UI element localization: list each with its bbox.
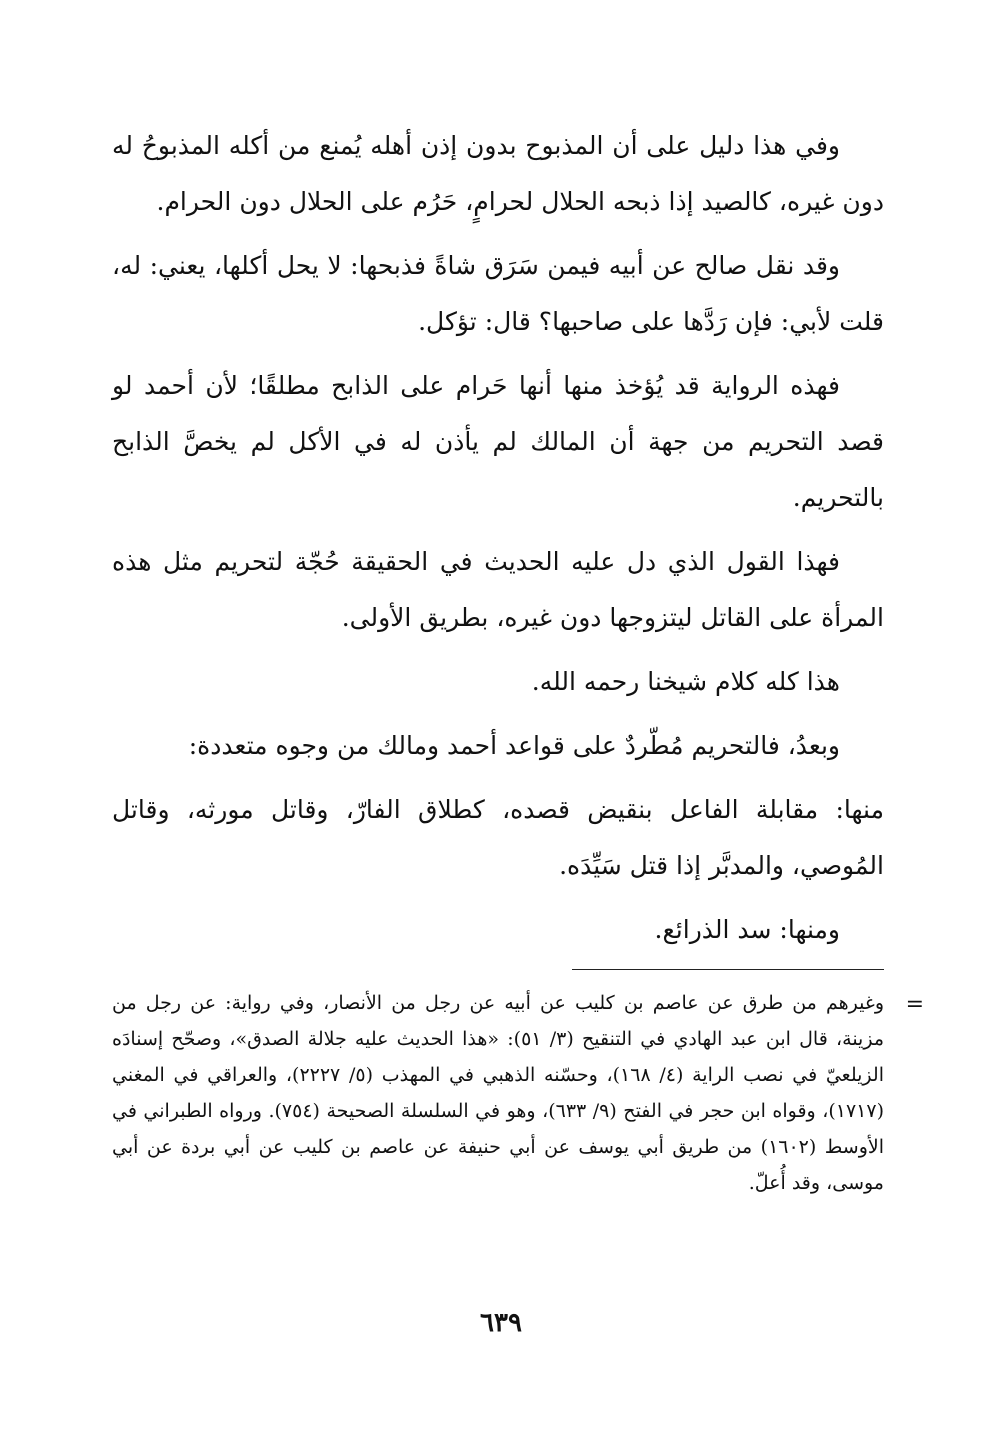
- footnote-continuation-marker: =: [905, 992, 924, 1017]
- main-text: [112, 118, 884, 958]
- paragraph: ومنها: سد الذرائع.: [654, 915, 840, 944]
- paragraph: وفي هذا دليل على أن المذبوح بدون إذن أهله يُمنع من أكله المذبوحُ له دون غيره، كالصيد إذا ذبحه الحلال لحرامٍ، حَرُم على الحلال دون الحرام.: [112, 131, 884, 216]
- footnote-divider: [572, 969, 884, 970]
- footnote-text: وغيرهم من طرق عن عاصم بن كليب عن أبيه عن رجل من الأنصار، وفي رواية: عن رجل من مزينة، قال ابن عبد الهادي في التنقيح (٣/ ٥١): «هذا الحديث عليه جلالة الصدق»، وصحّح إسنادَه الزيلعيّ في نصب الراية (٤/ ١٦٨)، وحسّنه الذهبي في المهذب (٥/ ٢٢٢٧)، والعراقي في المغني (١٧١٧)، وقواه ابن حجر في الفتح (٩/ ٦٣٣)، وهو في السلسلة الصحيحة (٧٥٤). ورواه الطبراني في الأوسط (١٦٠٢) من طريق أبي يوسف عن أبي حنيفة عن عاصم بن كليب عن أبي بردة عن أبي موسى، وقد أُعلّ.: [112, 992, 885, 1194]
- footnote: [112, 985, 924, 1201]
- paragraph: فهذه الرواية قد يُؤخذ منها أنها حَرام على الذابح مطلقًا؛ لأن أحمد لو قصد التحريم من جهة أن المالك لم يأذن له في الأكل لم يخصَّ الذابح بالتحريم.: [112, 371, 884, 512]
- page-number: ٦٣٩: [480, 1308, 522, 1338]
- paragraph: وبعدُ، فالتحريم مُطّردٌ على قواعد أحمد ومالك من وجوه متعددة:: [188, 731, 840, 760]
- paragraph: فهذا القول الذي دل عليه الحديث في الحقيقة حُجّة لتحريم مثل هذه المرأة على القاتل ليتزوجها دون غيره، بطريق الأولى.: [112, 547, 884, 632]
- paragraph: منها: مقابلة الفاعل بنقيض قصده، كطلاق الفارّ، وقاتل مورثه، وقاتل المُوصي، والمدبَّر إذا قتل سَيِّدَه.: [112, 795, 884, 880]
- paragraph: هذا كله كلام شيخنا رحمه الله.: [531, 667, 840, 696]
- paragraph: وقد نقل صالح عن أبيه فيمن سَرَق شاةً فذبحها: لا يحل أكلها، يعني: له، قلت لأبي: فإن رَدَّها على صاحبها؟ قال: تؤكل.: [112, 251, 884, 336]
